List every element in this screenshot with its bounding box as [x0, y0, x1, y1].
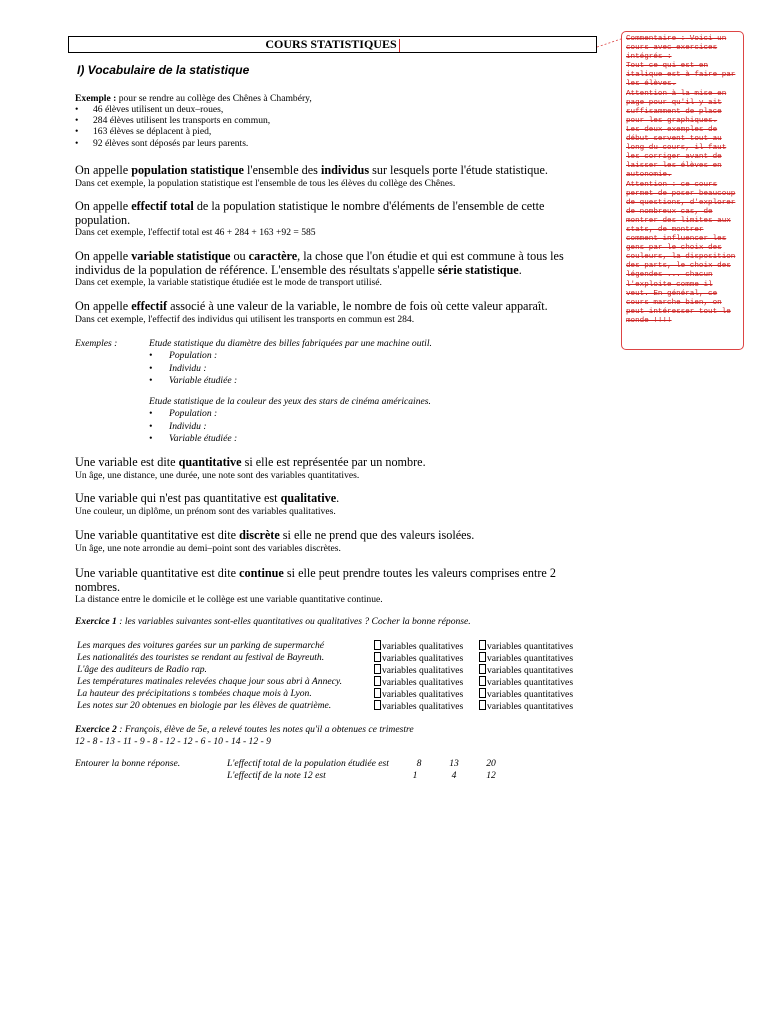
checkbox-quantitative[interactable]: [479, 652, 573, 664]
list-item: • 46 élèves utilisent un deux–roues,: [75, 104, 595, 115]
definition-variable: [75, 250, 595, 288]
checkbox-icon: [479, 676, 486, 686]
checkbox-icon: [374, 688, 381, 698]
text: associé à une valeur de la variable, le nombre de fois où cette valeur apparaît.: [167, 299, 548, 313]
answer-choice[interactable]: 4: [451, 770, 457, 781]
exercice2-question-1: L'effectif total de la population étudiée est: [227, 758, 389, 769]
term-qualitative: qualitative: [280, 491, 337, 505]
term-population: population statistique: [131, 163, 244, 177]
term-effectif: effectif: [131, 299, 168, 313]
checkbox-icon: [374, 664, 381, 674]
exercice2-label: Exercice 2: [75, 724, 117, 735]
term-effectif-total: effectif total: [131, 199, 194, 213]
option-label: variables qualitatives: [382, 677, 464, 688]
example-text: Dans cet exemple, la population statistique est l'ensemble de tous les élèves du collège des Chênes.: [75, 177, 456, 189]
text: On appelle: [75, 249, 132, 263]
checkbox-quantitative[interactable]: [479, 688, 573, 700]
comment-label: Commentaire :: [626, 35, 686, 43]
comment-text: Voici un cours avec exercices intégrés : Tout ce qui est en italique est à faire par les élèves. Attention à la mise en page pour qu'il y ait suffisamment de place pour les graphiques. Les deux exemples de début servent tout au long du cours, il faut les corriger avant de laisser les élèves en autonomie. Attention : ce cours permet de poser beaucoup de questions, d'explorer de nombreux cas, de montrer des limites aux stats, de montrer comment influencer les gens par le choix des couleurs, la disposition des parts, le choix des légendes ... chacun l'exploite comme il veut. En général, ce cours marche bien, on peut intéresser tout le monde !!!!: [626, 35, 736, 325]
text: On appelle: [75, 199, 132, 213]
answer-choice[interactable]: 13: [449, 758, 459, 769]
answer-choice[interactable]: 20: [486, 758, 496, 769]
example-text: Une couleur, un diplôme, un prénom sont des variables qualitatives.: [75, 505, 336, 517]
exercice2-notes: 12 - 8 - 13 - 11 - 9 - 8 - 12 - 12 - 6 - 10 - 14 - 12 - 9: [75, 736, 271, 747]
list-item: • Variable étudiée :: [149, 375, 569, 387]
list-item: • Population :: [149, 408, 569, 420]
text: Une variable quantitative est dite: [75, 566, 240, 580]
example-text: Un âge, une distance, une durée, une note sont des variables quantitatives.: [75, 469, 360, 481]
checkbox-icon: [374, 640, 381, 650]
checkbox-quantitative[interactable]: [479, 676, 573, 688]
term-discrete: discrète: [239, 528, 280, 542]
checkbox-icon: [479, 652, 486, 662]
term-quantitative: quantitative: [178, 455, 242, 469]
exemple-title: Etude statistique de la couleur des yeux des stars de cinéma américaines.: [149, 396, 431, 407]
term-caractere: caractère: [248, 249, 298, 263]
list-item: • 284 élèves utilisent les transports en commun,: [75, 115, 595, 126]
exemple-yeux: [149, 396, 569, 445]
text: sur lesquels porte l'étude statistique.: [369, 163, 548, 177]
list-item: • Individu :: [149, 421, 569, 433]
checkbox-qualitative[interactable]: [374, 664, 463, 676]
intro-label: Exemple :: [75, 93, 117, 104]
text-cursor-mark: [399, 39, 400, 52]
exercice2-text: : François, élève de 5e, a relevé toutes les notes qu'il a obtenues ce trimestre: [116, 724, 414, 735]
example-text: Un âge, une note arrondie au demi–point sont des variables discrètes.: [75, 542, 341, 554]
exercice1-label: Exercice 1: [75, 616, 117, 627]
option-label: variables quantitatives: [487, 665, 574, 676]
exercice2-instruction: Entourer la bonne réponse.: [75, 758, 181, 769]
checkbox-quantitative[interactable]: [479, 664, 573, 676]
text: si elle peut prendre toutes les valeurs comprises entre 2 nombres.: [75, 566, 556, 594]
list-item: • 92 élèves sont déposés par leurs parents.: [75, 138, 595, 149]
checkbox-icon: [479, 664, 486, 674]
text: .: [336, 491, 340, 505]
definition-population: [75, 164, 595, 189]
definition-effectif-total: [75, 200, 595, 238]
checkbox-quantitative[interactable]: [479, 640, 573, 652]
list-item: • 163 élèves se déplacent à pied,: [75, 126, 595, 137]
option-label: variables quantitatives: [487, 653, 574, 664]
text: si elle ne prend que des valeurs isolées.: [279, 528, 475, 542]
term-individus: individus: [320, 163, 370, 177]
checkbox-icon: [374, 652, 381, 662]
answer-choice[interactable]: 8: [416, 758, 422, 769]
checkbox-qualitative[interactable]: [374, 652, 463, 664]
exercice2-question-2: L'effectif de la note 12 est: [227, 770, 326, 781]
answer-choice[interactable]: 12: [486, 770, 496, 781]
text: Une variable quantitative est dite: [75, 528, 240, 542]
page-title: COURS STATISTIQUES: [265, 37, 397, 51]
exemple-billes: [149, 338, 569, 387]
text: On appelle: [75, 299, 132, 313]
text: Une variable est dite: [75, 455, 179, 469]
comment-connector: [597, 38, 621, 48]
option-label: variables qualitatives: [382, 689, 464, 700]
list-item: • Population :: [149, 350, 569, 362]
checkbox-qualitative[interactable]: [374, 688, 463, 700]
checkbox-icon: [374, 700, 381, 710]
intro-example: [75, 93, 595, 149]
option-label: variables quantitatives: [487, 641, 574, 652]
text: l'ensemble des: [243, 163, 321, 177]
answer-choice[interactable]: 1: [412, 770, 418, 781]
list-item: • Variable étudiée :: [149, 433, 569, 445]
exemple-title: Etude statistique du diamètre des billes fabriquées par une machine outil.: [149, 338, 432, 349]
list-item: • Individu :: [149, 363, 569, 375]
option-label: variables qualitatives: [382, 701, 464, 712]
definition-continue: [75, 567, 595, 605]
option-label: variables quantitatives: [487, 701, 574, 712]
term-serie-statistique: série statistique: [437, 262, 519, 277]
page-title-box: [68, 36, 597, 53]
option-label: variables quantitatives: [487, 677, 574, 688]
table-row: L'âge des auditeurs de Radio rap.: [77, 664, 207, 675]
text: , la chose que l'on étudie et qui est commune à tous les individus de la population de référence. L'ensemble des résultats s'appelle: [75, 249, 564, 277]
text: ou: [230, 249, 249, 263]
text: Une variable qui n'est pas quantitative est: [75, 491, 281, 505]
intro-text: pour se rendre au collège des Chênes à Chambéry,: [116, 93, 312, 104]
checkbox-icon: [479, 640, 486, 650]
option-label: variables qualitatives: [382, 641, 464, 652]
exercice2-heading: [75, 724, 595, 735]
intro-bullet-list: [75, 104, 595, 149]
option-label: variables qualitatives: [382, 653, 464, 664]
option-label: variables qualitatives: [382, 665, 464, 676]
checkbox-icon: [374, 676, 381, 686]
example-text: Dans cet exemple, l'effectif des individus qui utilisent les transports en commun est 284.: [75, 313, 415, 325]
term-variable-statistique: variable statistique: [131, 249, 231, 263]
text: On appelle: [75, 163, 132, 177]
table-row: Les températures matinales relevées chaque jour sous abri à Annecy.: [77, 676, 343, 687]
text: de la population statistique le nombre d'éléments de l'ensemble de cette population.: [75, 199, 545, 227]
exercice1-heading: [75, 616, 595, 627]
text: si elle est représentée par un nombre.: [241, 455, 426, 469]
text: .: [518, 262, 522, 277]
option-label: variables quantitatives: [487, 689, 574, 700]
review-comment-balloon[interactable]: [621, 31, 744, 350]
term-continue: continue: [239, 566, 284, 580]
definition-discrete: [75, 529, 595, 554]
exemples-label: Exemples :: [75, 338, 118, 349]
checkbox-qualitative[interactable]: [374, 700, 463, 712]
checkbox-icon: [479, 688, 486, 698]
example-text: La distance entre le domicile et le collège est une variable quantitative continue.: [75, 594, 383, 605]
checkbox-quantitative[interactable]: [479, 700, 573, 712]
definition-quantitative: [75, 456, 595, 481]
checkbox-qualitative[interactable]: [374, 676, 463, 688]
section-heading: I) Vocabulaire de la statistique: [77, 63, 250, 77]
checkbox-icon: [479, 700, 486, 710]
table-row: Les marques des voitures garées sur un parking de supermarché: [77, 640, 325, 651]
definition-qualitative: [75, 492, 595, 517]
exercice1-text: : les variables suivantes sont-elles quantitatives ou qualitatives ? Cocher la bonne réponse.: [116, 616, 471, 627]
table-row: Les nationalités des touristes se rendant au festival de Bayreuth.: [77, 652, 325, 663]
checkbox-qualitative[interactable]: [374, 640, 463, 652]
table-row: Les notes sur 20 obtenues en biologie par les élèves de quatrième.: [77, 700, 332, 711]
example-text: Dans cet exemple, la variable statistique étudiée est le mode de transport utilisé.: [75, 277, 382, 288]
example-text: Dans cet exemple, l'effectif total est 46 + 284 + 163 +92 = 585: [75, 227, 316, 238]
definition-effectif: [75, 300, 595, 325]
table-row: La hauteur des précipitations s tombées chaque mois à Lyon.: [77, 688, 312, 699]
